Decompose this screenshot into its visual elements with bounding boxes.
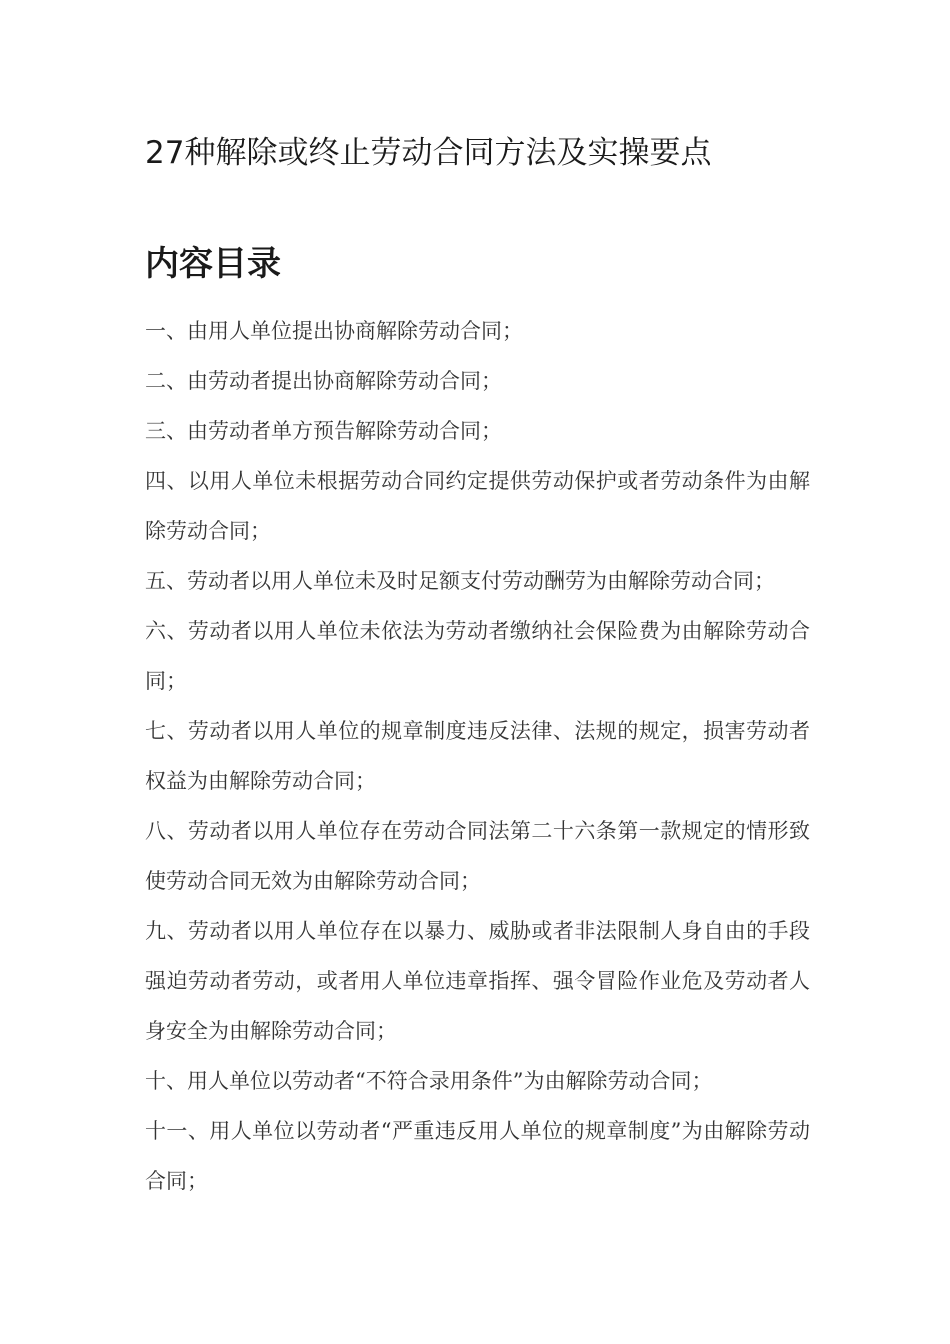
toc-item-8: 八、劳动者以用人单位存在劳动合同法第二十六条第一款规定的情形致使劳动合同无效为由解除劳动合同； (145, 819, 810, 893)
toc-item-4: 四、以用人单位未根据劳动合同约定提供劳动保护或者劳动条件为由解除劳动合同； (145, 469, 810, 543)
document-title: 27种解除或终止劳动合同方法及实操要点 (145, 135, 712, 171)
toc-item-3: 三、由劳动者单方预告解除劳动合同； (145, 419, 502, 443)
toc-item-10: 十、用人单位以劳动者“不符合录用条件”为由解除劳动合同； (145, 1069, 713, 1093)
toc-item-11: 十一、用人单位以劳动者“严重违反用人单位的规章制度”为由解除劳动合同； (145, 1119, 810, 1193)
toc-heading: 内容目录 (145, 244, 281, 284)
toc-item-1: 一、由用人单位提出协商解除劳动合同； (145, 319, 523, 343)
toc-item-9: 九、劳动者以用人单位存在以暴力、威胁或者非法限制人身自由的手段强迫劳动者劳动，或者用人单位违章指挥、强令冒险作业危及劳动者人身安全为由解除劳动合同； (145, 919, 810, 1043)
toc-item-2: 二、由劳动者提出协商解除劳动合同； (145, 369, 502, 393)
toc-item-6: 六、劳动者以用人单位未依法为劳动者缴纳社会保险费为由解除劳动合同； (145, 619, 810, 693)
toc-list (145, 306, 810, 1206)
toc-item-7: 七、劳动者以用人单位的规章制度违反法律、法规的规定，损害劳动者权益为由解除劳动合同； (145, 719, 810, 793)
toc-item-5: 五、劳动者以用人单位未及时足额支付劳动酬劳为由解除劳动合同； (145, 569, 775, 593)
